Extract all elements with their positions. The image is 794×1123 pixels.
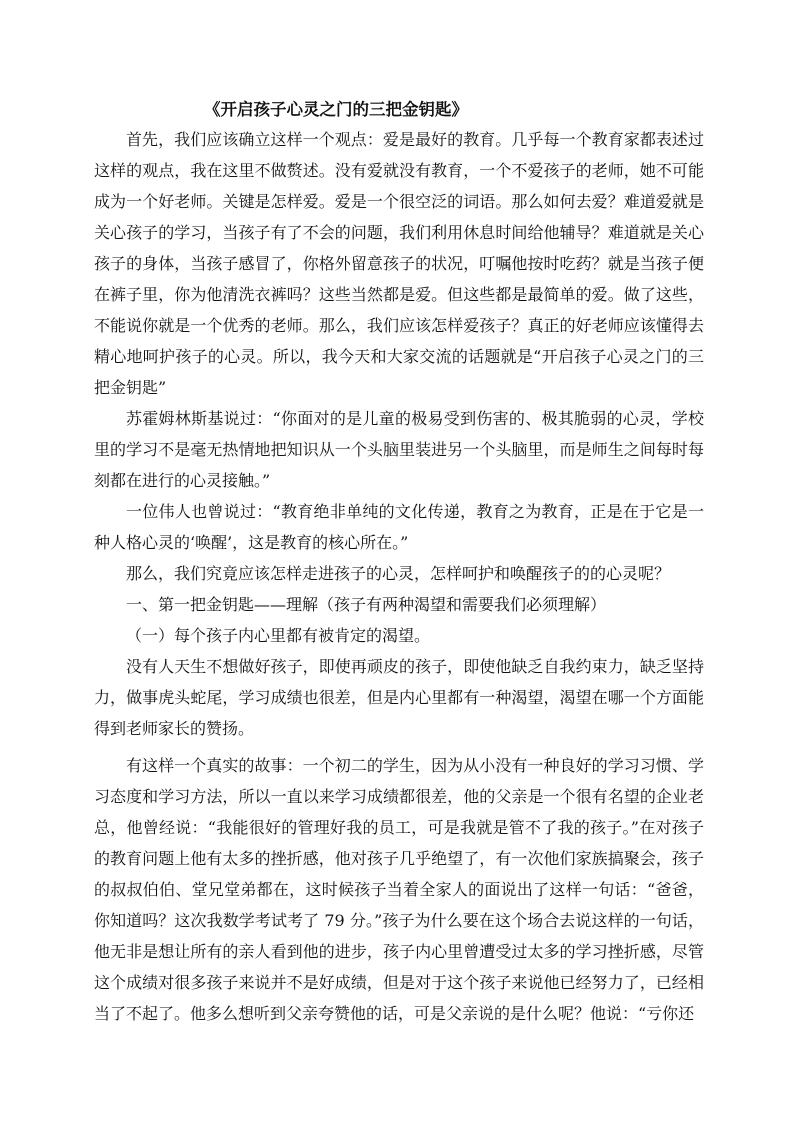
document-title: 《开启孩子心灵之门的三把金钥匙》 [204, 100, 468, 119]
document-body [94, 98, 704, 1029]
section-heading-first-key: 一、第一把金钥匙——理解（孩子有两种渴望和需要我们必须理解） [126, 595, 607, 614]
paragraph-desire-for-praise: 没有人天生不想做好孩子，即使再顽皮的孩子，即使他缺乏自我约束力，缺乏坚持力，做事虎头蛇尾，学习成绩也很差，但是内心里都有一种渴望，渴望在哪一个方面能得到老师家长的赞扬。 [94, 657, 704, 738]
paragraph-question: 那么，我们究竟应该怎样走进孩子的心灵，怎样呵护和唤醒孩子的的心灵呢？ [126, 564, 671, 583]
paragraph-intro: 首先，我们应该确立这样一个观点：爱是最好的教育。几乎每一个教育家都表述过这样的观点，我在这里不做赘述。没有爱就没有教育，一个不爱孩子的老师，她不可能成为一个好老师。关键是怎样爱。爱是一个很空泛的词语。那么如何去爱？难道爱就是关心孩子的学习，当孩子有了不会的问题，我们利用休息时间给他辅导？难道就是关心孩子的身体，当孩子感冒了，你格外留意孩子的状况，叮嘱他按时吃药？就是当孩子便在裤子里，你为他清洗衣裤吗？这些当然都是爱。但这些都是最简单的爱。做了这些，不能说你就是一个优秀的老师。那么，我们应该怎样爱孩子？真正的好老师应该懂得去精心地呵护孩子的心灵。所以，我今天和大家交流的话题就是“开启孩子心灵之门的三把金钥匙” [94, 130, 704, 397]
paragraph-true-story: 有这样一个真实的故事：一个初二的学生，因为从小没有一种良好的学习习惯、学习态度和学习方法，所以一直以来学习成绩都很差，他的父亲是一个很有名望的企业老总，他曾经说：“我能很好的管理好我的员工，可是我就是管不了我的孩子。”在对孩子的教育问题上他有太多的挫折感，他对孩子几乎绝望了，有一次他们家族搞聚会，孩子的叔叔伯伯、堂兄堂弟都在，这时候孩子当着全家人的面说出了这样一句话：“爸爸，你知道吗？这次我数学考试考了 79 分。”孩子为什么要在这个场合去说这样的一句话，他无非是想让所有的亲人看到他的进步，孩子内心里曾遭受过太多的学习挫折感，尽管这个成绩对很多孩子来说并不是好成绩，但是对于这个孩子来说他已经努力了，已经相当了不起了。他多么想听到父亲夸赞他的话，可是父亲说的是什么呢？他说：“亏你还 [94, 756, 704, 1023]
subsection-heading-affirmation: （一）每个孩子内心里都有被肯定的渴望。 [126, 626, 431, 645]
paragraph-great-man-quote: 一位伟人也曾说过：“教育绝非单纯的文化传递，教育之为教育，正是在于它是一种人格心灵的‘唤醒’，这是教育的核心所在。” [94, 502, 704, 552]
paragraph-sukhomlinsky-quote: 苏霍姆林斯基说过：“你面对的是儿童的极易受到伤害的、极其脆弱的心灵，学校里的学习不是毫无热情地把知识从一个头脑里装进另一个头脑里，而是师生之间每时每刻都在进行的心灵接触。” [94, 409, 704, 490]
